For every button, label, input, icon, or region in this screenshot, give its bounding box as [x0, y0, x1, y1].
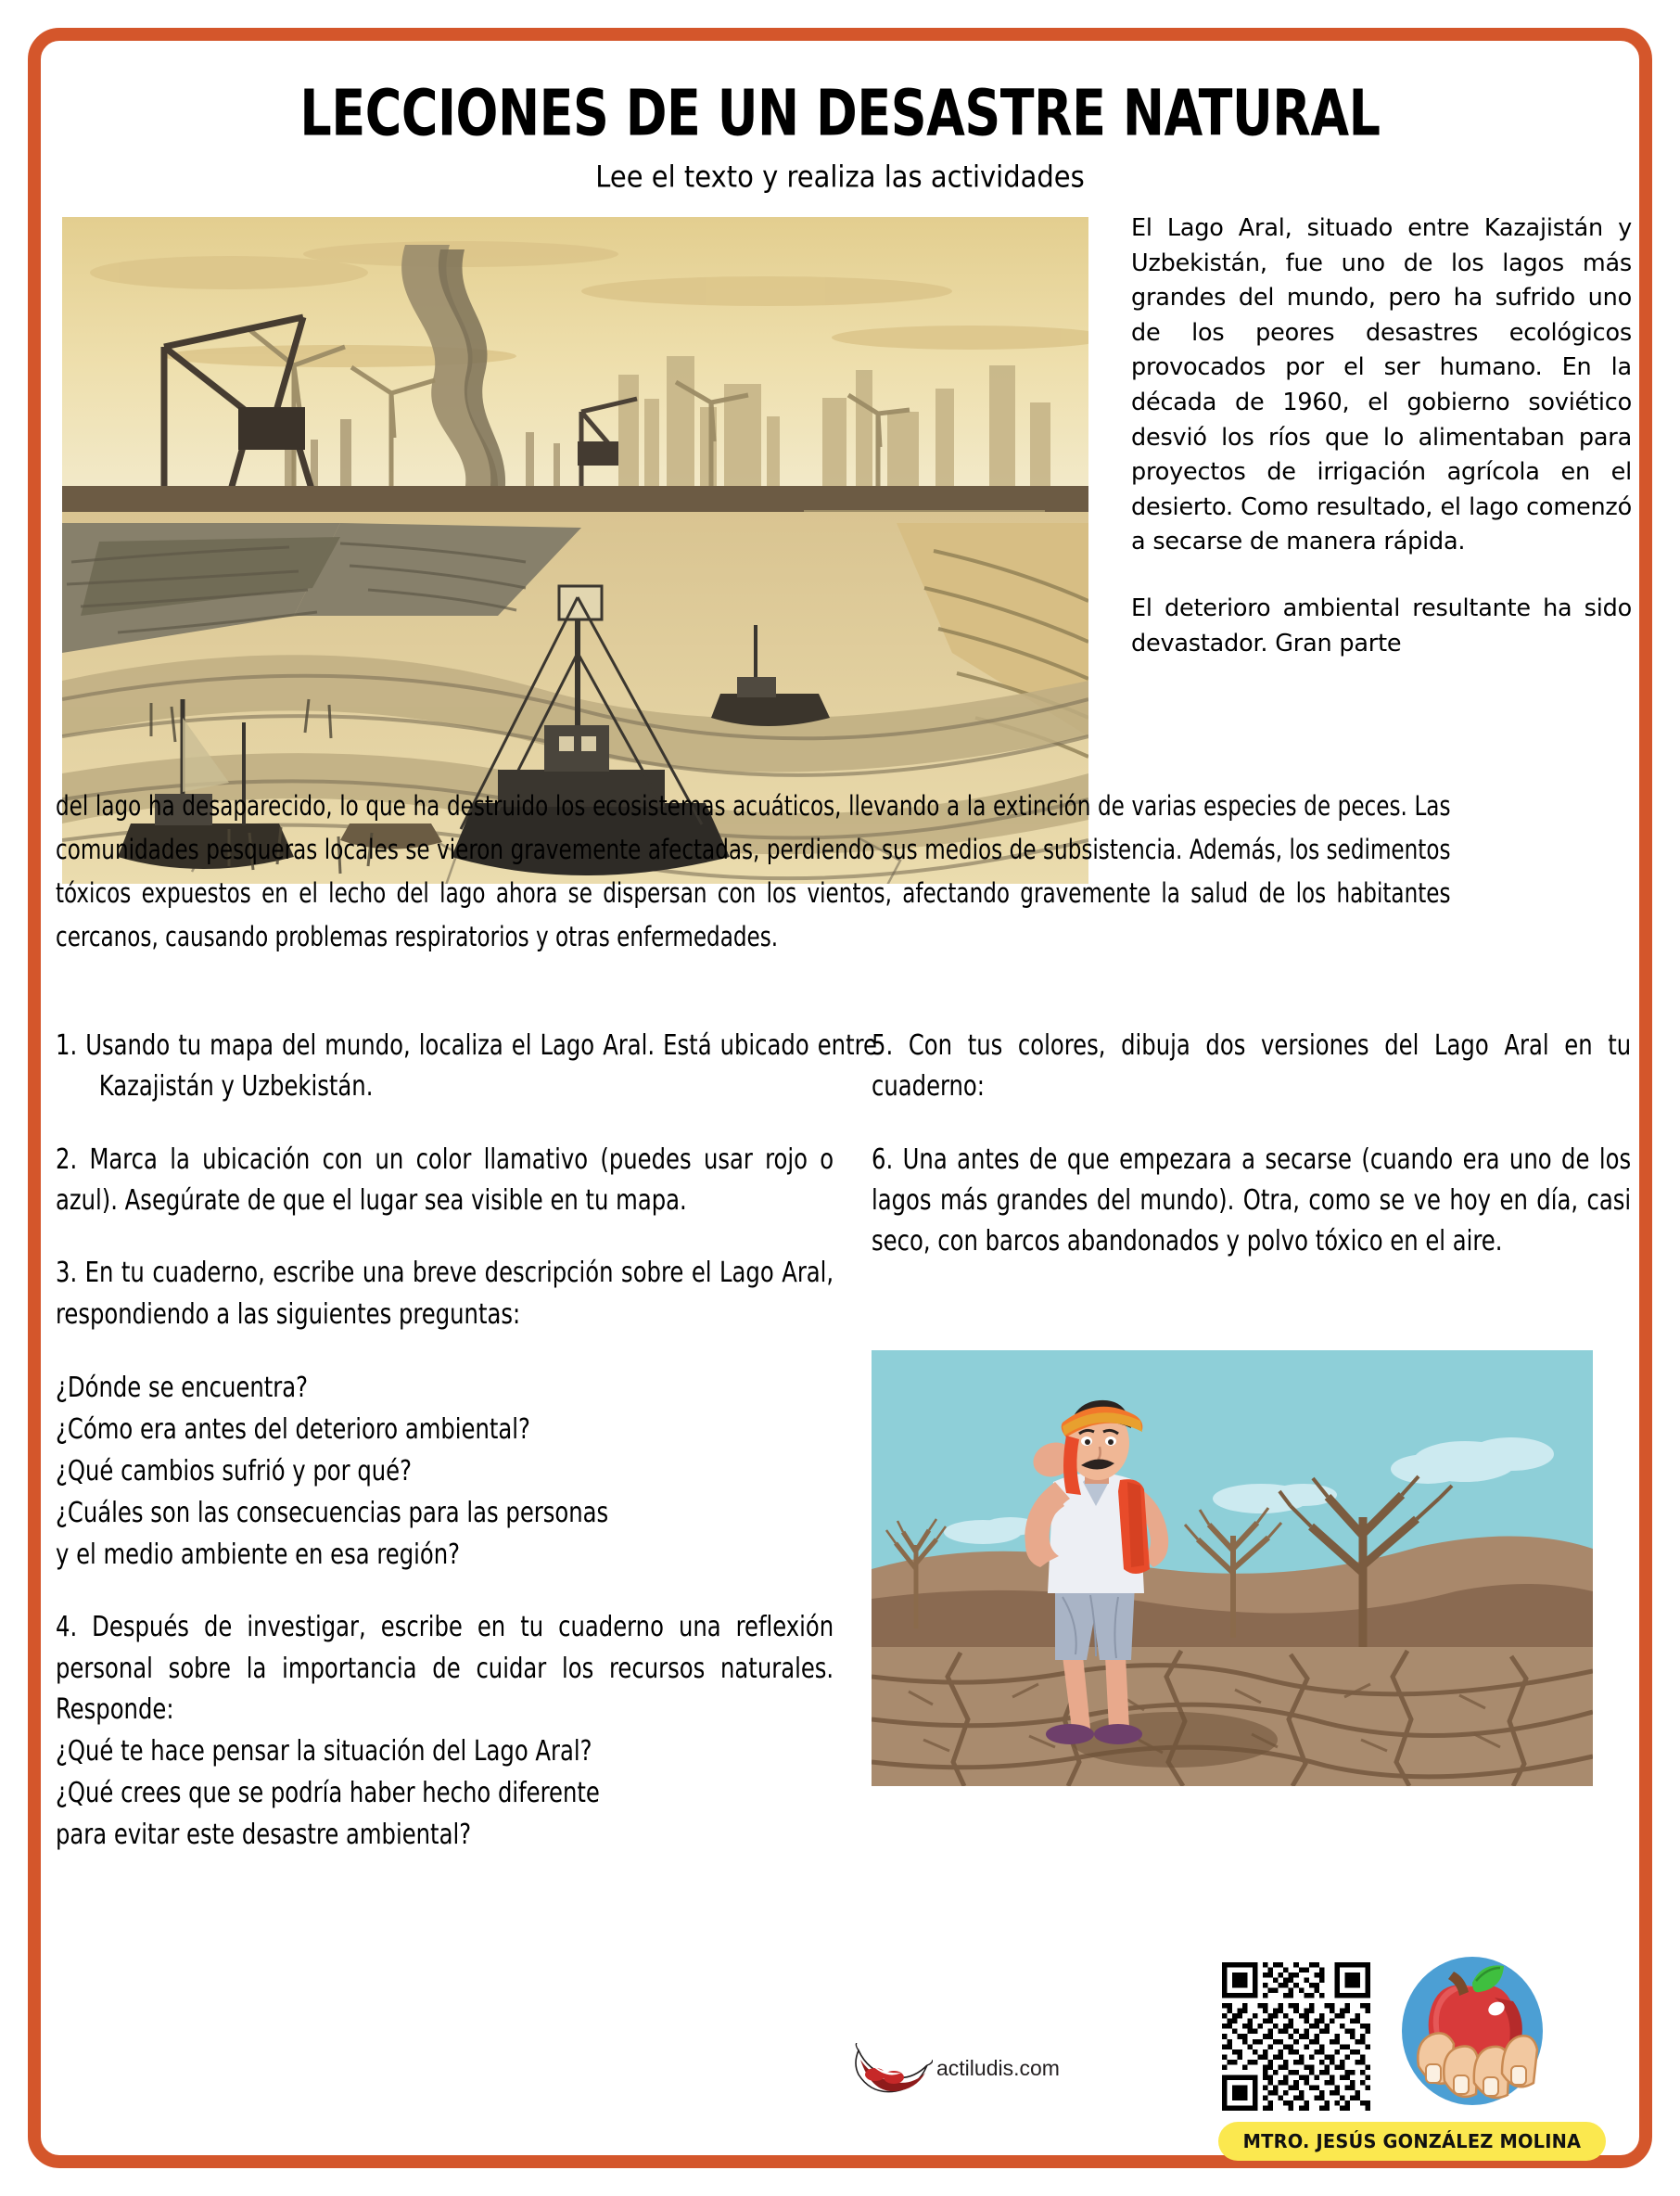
qr-code[interactable]: [1222, 1962, 1370, 2115]
question-item: para evitar este desastre ambiental?: [56, 1819, 472, 1852]
activity-item-4: 4. Después de investigar, escribe en tu cuaderno una reflexión personal sobre la importancia de cuidar los recursos naturales. Responde:: [56, 1611, 834, 1726]
reading-paragraph-2-body: del lago ha desaparecido, lo que ha destruido los ecosistemas acuáticos, llevando a la extinción de varias especies de peces. Las comunidades pesqueras locales se vieron gravemente afectadas, perdiendo sus medios de subsistencia. Además, los sedimentos tóxicos expuestos en el lecho del lago ahora se dispersan con los vientos, afectando gravemente la salud de los habitantes cercanos, causando problemas respiratorios y otras enfermedades.: [56, 790, 1451, 952]
question-item: ¿Qué cambios sufrió y por qué?: [56, 1455, 413, 1488]
page-footer: [56, 1946, 1624, 2152]
apple-in-hand-logo-icon: [1391, 1955, 1554, 2118]
activities-section: [56, 1026, 1632, 2027]
page-content: [56, 54, 1632, 2152]
farmer-on-cracked-earth-icon: [872, 1350, 1593, 1786]
question-item: ¿Dónde se encuentra?: [56, 1372, 308, 1405]
activity-item-2: 2. Marca la ubicación con un color llamativo (puedes usar rojo o azul). Asegúrate de que el lugar sea visible en tu mapa.: [56, 1143, 834, 1218]
reading-paragraph-2-head: El deterioro ambiental resultante ha sido devastador. Gran parte: [1131, 594, 1632, 658]
actiludis-logo: [853, 2043, 1060, 2093]
question-item: ¿Qué te hace pensar la situación del Lago Aral?: [56, 1735, 592, 1768]
question-item: ¿Cuáles son las consecuencias para las personas: [56, 1497, 609, 1530]
author-name-label: MTRO. JESÚS GONZÁLEZ MOLINA: [1242, 2130, 1582, 2152]
actiludis-label: actiludis.com: [936, 2055, 1060, 2080]
question-item: ¿Cómo era antes del deterioro ambiental?: [56, 1413, 530, 1447]
activity-item-6: 6. Una antes de que empezara a secarse (cuando era uno de los lagos más grandes del mundo). Otra, como se ve hoy en día, casi seco, con barcos abandonados y polvo tóxico en el aire.: [872, 1143, 1632, 1258]
author-name-banner: [1218, 2122, 1606, 2161]
question-item: ¿Qué crees que se podría haber hecho diferente: [56, 1777, 600, 1810]
reading-right-column: [1131, 211, 1632, 661]
activity-3-questions: [56, 1367, 834, 1576]
activity-item-5: 5. Con tus colores, dibuja dos versiones del Lago Aral en tu cuaderno:: [872, 1028, 1632, 1104]
activity-4-questions: [56, 1730, 834, 1856]
activity-item-3: 3. En tu cuaderno, escribe una breve descripción sobre el Lago Aral, respondiendo a las siguientes preguntas:: [56, 1257, 834, 1331]
activities-left-column: [56, 1026, 877, 1888]
lips-logo-icon: [853, 2043, 933, 2093]
page-title: LECCIONES DE UN DESASTRE NATURAL: [299, 76, 1381, 151]
farmer-illustration: [872, 1350, 1593, 1786]
activity-item-1: 1. Usando tu mapa del mundo, localiza el Lago Aral. Está ubicado entre Kazajistán y Uzbekistán.: [56, 1028, 877, 1104]
qr-code-icon[interactable]: [1222, 1962, 1370, 2111]
activities-right-column: [872, 1026, 1632, 1295]
question-item: y el medio ambiente en esa región?: [56, 1538, 461, 1572]
page-subtitle: Lee el texto y realiza las actividades: [595, 160, 1085, 195]
reading-paragraph-1: El Lago Aral, situado entre Kazajistán y Uzbekistán, fue uno de los lagos más grandes del mundo, pero ha sufrido uno de los peores desastres ecológicos provocados por el ser humano. En la década de 1960, el gobierno soviético desvió los ríos que lo alimentaban para proyectos de irrigación agrícola en el desierto. Como resultado, el lago comenzó a secarse de manera rápida.: [1131, 214, 1632, 556]
